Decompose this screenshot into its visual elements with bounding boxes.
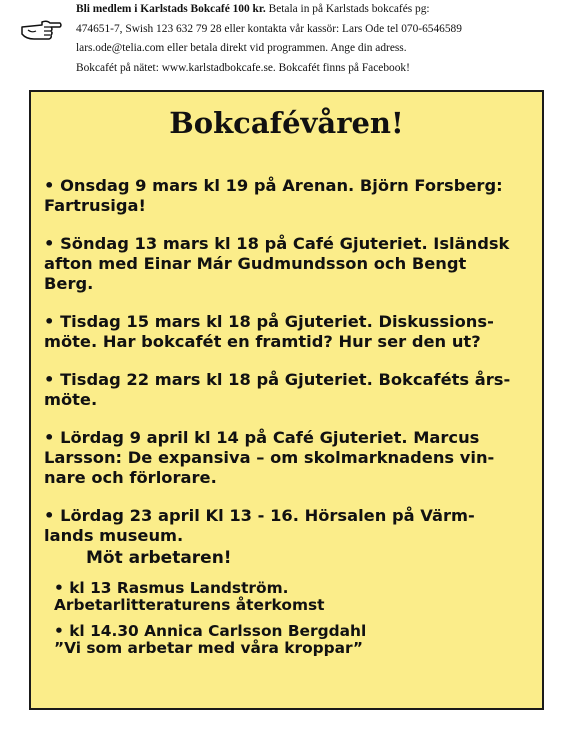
event-line: Larsson: De expansiva – om skolmarknadens vin- xyxy=(44,448,495,467)
event-line: lands museum. xyxy=(44,526,184,545)
sub-event-item xyxy=(54,623,539,656)
event-list xyxy=(44,176,539,666)
event-line: • Lördag 23 april Kl 13 - 16. Hörsalen på Värm- xyxy=(44,506,475,525)
event-line: möte. Har bokcafét en framtid? Hur ser den ut? xyxy=(44,332,481,351)
event-line: möte. xyxy=(44,390,98,409)
event-line: • Onsdag 9 mars kl 19 på Arenan. Björn Forsberg: xyxy=(44,176,503,195)
event-item xyxy=(44,370,539,410)
sub-event-line: ”Vi som arbetar med våra kroppar” xyxy=(54,638,364,657)
event-line: afton med Einar Már Gudmundsson och Bengt xyxy=(44,254,467,273)
sub-event-line: • kl 14.30 Annica Carlsson Bergdahl xyxy=(54,622,367,640)
event-line: Fartrusiga! xyxy=(44,196,146,215)
sub-event-line: • kl 13 Rasmus Landström. xyxy=(54,579,289,597)
program-title: Bokcafévåren! xyxy=(169,106,404,140)
event-item xyxy=(44,234,539,294)
event-line: • Söndag 13 mars kl 18 på Café Gjuteriet. Isländsk xyxy=(44,234,510,253)
pointing-hand-icon xyxy=(20,14,62,46)
header-line-3: lars.ode@telia.com eller betala direkt vid programmen. Ange din adress. xyxy=(76,42,407,54)
sub-event-line: Arbetarlitteraturens återkomst xyxy=(54,595,325,614)
sub-event-item xyxy=(54,580,539,613)
event-item xyxy=(44,506,539,546)
payment-info: Betala in på Karlstads bokcafés pg: xyxy=(265,3,430,15)
membership-header xyxy=(0,0,571,80)
event-line: Berg. xyxy=(44,274,94,293)
sub-heading: Möt arbetaren! xyxy=(86,548,232,568)
event-line: • Tisdag 15 mars kl 18 på Gjuteriet. Diskussions- xyxy=(44,312,494,331)
event-item xyxy=(44,312,539,352)
header-line-4: Bokcafét på nätet: www.karlstadbokcafe.se. Bokcafét finns på Facebook! xyxy=(76,61,410,74)
event-item xyxy=(44,428,539,488)
membership-offer: Bli medlem i Karlstads Bokcafé 100 kr. xyxy=(76,3,266,15)
event-line: • Tisdag 22 mars kl 18 på Gjuteriet. Bokcaféts års- xyxy=(44,370,511,389)
header-line-1 xyxy=(76,0,562,20)
event-item xyxy=(44,176,539,216)
event-line: • Lördag 9 april kl 14 på Café Gjuteriet. Marcus xyxy=(44,428,480,447)
event-line: nare och förlorare. xyxy=(44,468,217,487)
program-box xyxy=(29,90,544,710)
header-line-2: 474651-7, Swish 123 632 79 28 eller kontakta vår kassör: Lars Ode tel 070-6546589 xyxy=(76,22,462,35)
